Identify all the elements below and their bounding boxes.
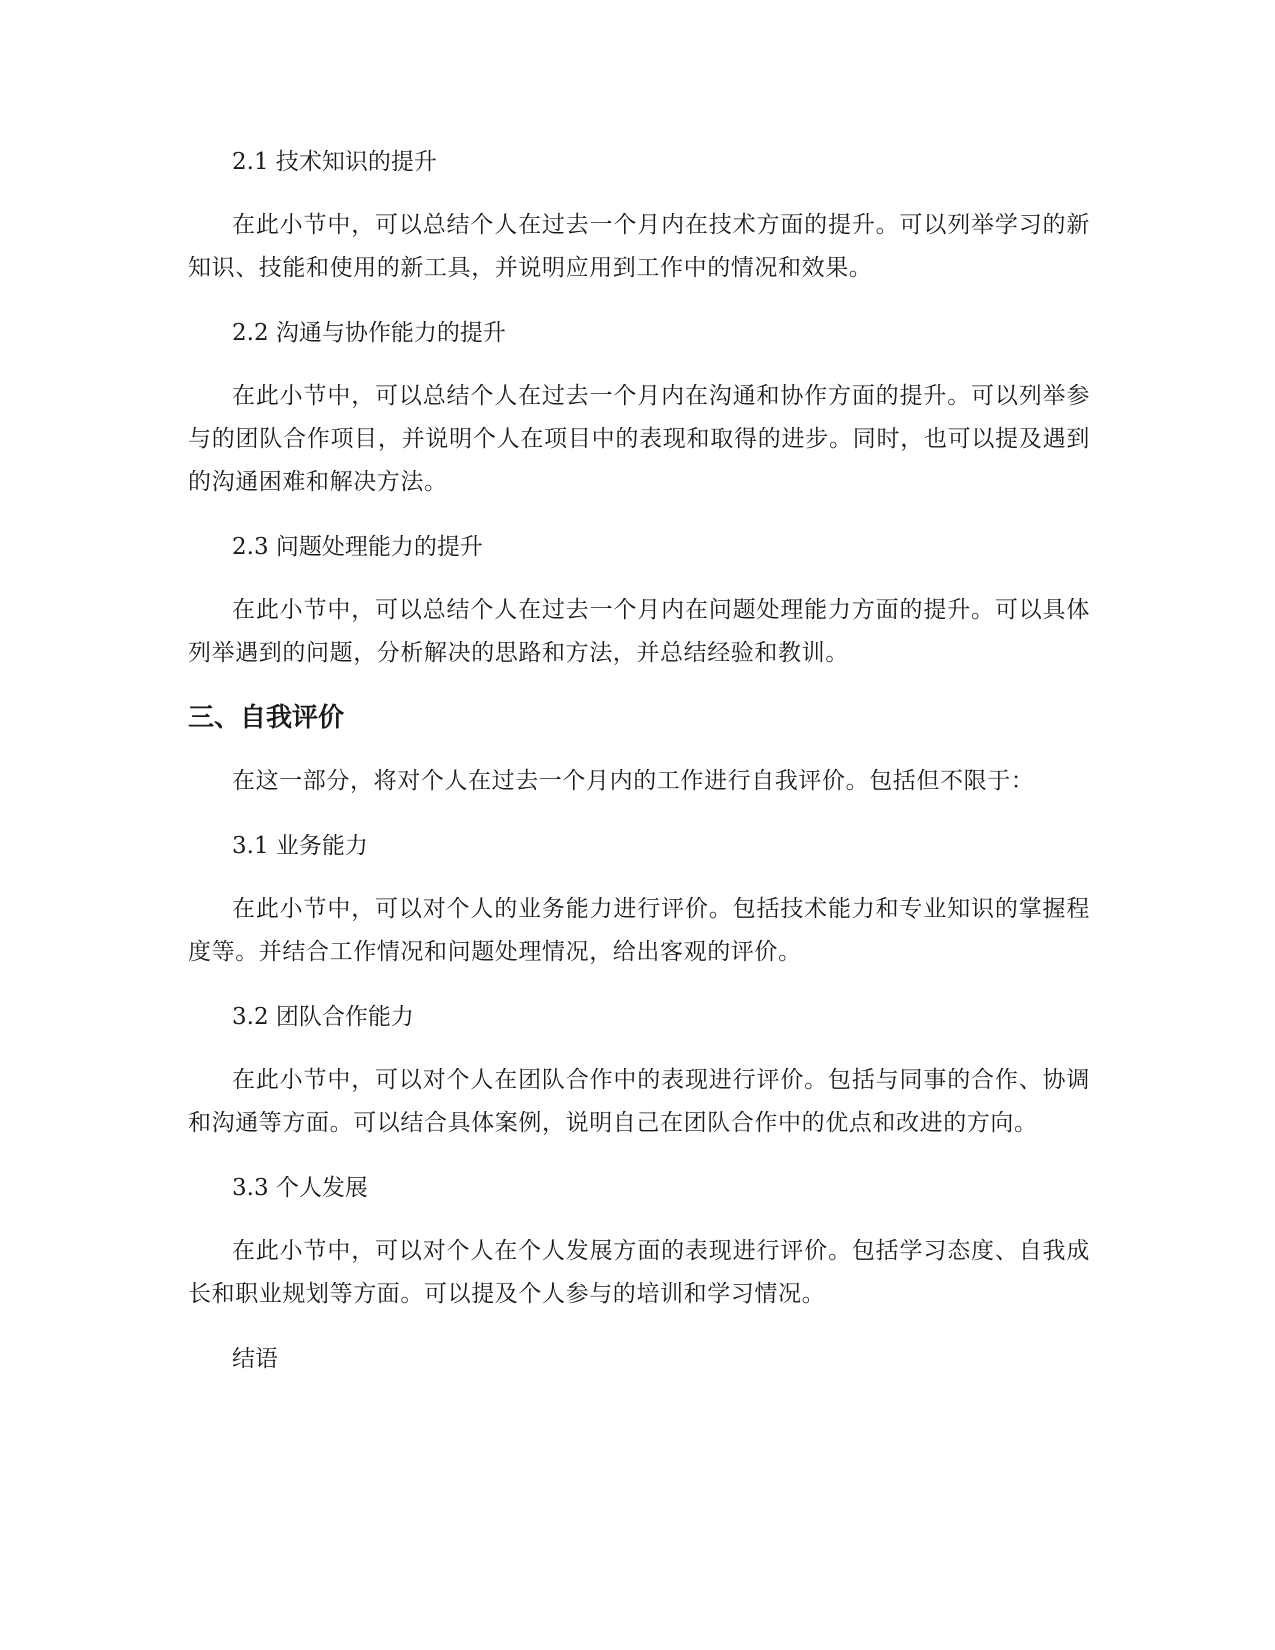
- subsection-heading-2-1: 2.1 技术知识的提升: [232, 149, 437, 175]
- paragraph-2-3: 在此小节中，可以总结个人在过去一个月内在问题处理能力方面的提升。可以具体列举遇到的问题，分析解决的思路和方法，并总结经验和教训。: [188, 597, 1090, 666]
- paragraph-2-1: 在此小节中，可以总结个人在过去一个月内在技术方面的提升。可以列举学习的新知识、技能和使用的新工具，并说明应用到工作中的情况和效果。: [188, 212, 1090, 281]
- subsection-heading-2-3: 2.3 问题处理能力的提升: [232, 534, 483, 560]
- paragraph-3-2: 在此小节中，可以对个人在团队合作中的表现进行评价。包括与同事的合作、协调和沟通等方面。可以结合具体案例，说明自己在团队合作中的优点和改进的方向。: [188, 1067, 1090, 1136]
- subsection-heading-3-1: 3.1 业务能力: [232, 833, 368, 859]
- subsection-heading-3-3: 3.3 个人发展: [232, 1175, 368, 1201]
- subsection-heading-3-2: 3.2 团队合作能力: [232, 1004, 414, 1030]
- subsection-heading-2-2: 2.2 沟通与协作能力的提升: [232, 320, 506, 346]
- section-heading-3: 三、自我评价: [188, 703, 345, 733]
- paragraph-2-2: 在此小节中，可以总结个人在过去一个月内在沟通和协作方面的提升。可以列举参与的团队合作项目，并说明个人在项目中的表现和取得的进步。同时，也可以提及遇到的沟通困难和解决方法。: [188, 383, 1090, 495]
- paragraph-3-3: 在此小节中，可以对个人在个人发展方面的表现进行评价。包括学习态度、自我成长和职业规划等方面。可以提及个人参与的培训和学习情况。: [188, 1238, 1090, 1307]
- paragraph-3-intro: 在这一部分，将对个人在过去一个月内的工作进行自我评价。包括但不限于：: [232, 768, 1035, 794]
- conclusion-heading: 结语: [232, 1346, 278, 1372]
- document-body: [188, 140, 1090, 1401]
- paragraph-3-1: 在此小节中，可以对个人的业务能力进行评价。包括技术能力和专业知识的掌握程度等。并结合工作情况和问题处理情况，给出客观的评价。: [188, 896, 1090, 965]
